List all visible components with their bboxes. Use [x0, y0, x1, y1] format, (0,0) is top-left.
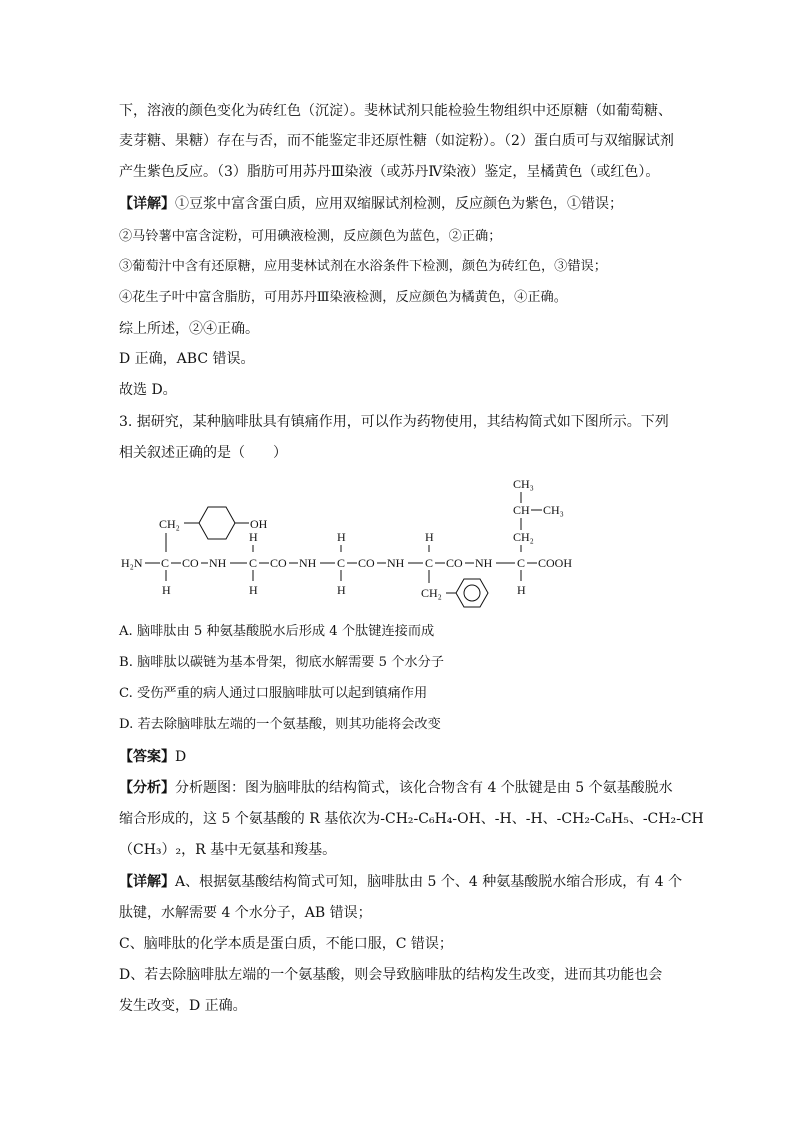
cooh-label: COOH [538, 556, 573, 570]
r5-ch-label: CH [513, 503, 530, 517]
answer-tag: 【答案】 [119, 749, 175, 765]
nh-3: NH [387, 556, 405, 570]
nh-4: NH [475, 556, 493, 570]
detail2-line-5: 发生改变，D 正确。 [119, 998, 247, 1014]
answer-value: D [175, 749, 187, 765]
question-stem-1: 3. 据研究，某种脑啡肽具有镇痛作用，可以作为药物使用，其结构简式如下图所示。下列 [119, 414, 669, 430]
r5-ch3-right: CH₃ [543, 503, 564, 517]
c-alpha-2: C [249, 556, 258, 570]
h-bottom-1: H [162, 583, 171, 597]
intro-line-1: 下，溶液的颜色变化为砖红色（沉淀）。斐林试剂只能检验生物组织中还原糖（如葡萄糖、 [119, 103, 672, 119]
detail-tag: 【详解】 [119, 196, 175, 212]
detail2-line-2: 肽键，水解需要 4 个水分子，AB 错误； [119, 905, 372, 921]
r5-ch2-label: CH₂ [513, 530, 534, 544]
option-b: B. 脑啡肽以碳链为基本骨架，彻底水解需要 5 个水分子 [119, 655, 444, 670]
analysis-text-1: 分析题图：图为脑啡肽的结构简式，该化合物含有 4 个肽键是由 5 个氨基酸脱水 [175, 780, 673, 796]
h-bottom-5: H [517, 583, 526, 597]
detail-item-3: ③葡萄汁中含有还原糖，应用斐林试剂在水浴条件下检测，颜色为砖红色，③错误； [119, 259, 607, 274]
conclusion-line: D 正确，ABC 错误。 [119, 351, 255, 367]
option-c: C. 受伤严重的病人通过口服脑啡肽可以起到镇痛作用 [119, 686, 428, 701]
c-alpha-1: C [161, 556, 170, 570]
question-stem-2: 相关叙述正确的是（ ） [119, 445, 287, 461]
co-4: CO [446, 556, 463, 570]
intro-line-2: 麦芽糖、果糖）存在与否，而不能鉴定非还原性糖（如淀粉）。（2）蛋白质可与双缩脲试剂 [119, 133, 674, 149]
h-top-2: H [249, 530, 258, 544]
option-a: A. 脑啡肽由 5 种氨基酸脱水后形成 4 个肽键连接而成 [119, 624, 435, 639]
detail-paragraph-1 [119, 194, 679, 214]
detail2-line-1 [119, 872, 683, 892]
option-d: D. 若去除脑啡肽左端的一个氨基酸，则其功能将会改变 [119, 717, 441, 732]
summary-line: 综上所述，②④正确。 [119, 321, 259, 337]
benzene-ring-1 [199, 507, 235, 539]
analysis-tag: 【分析】 [119, 780, 175, 796]
answer-line [119, 747, 679, 767]
c-alpha-3: C [337, 556, 346, 570]
h-top-3: H [337, 530, 346, 544]
h-bottom-3: H [337, 583, 346, 597]
aromatic-circle [464, 585, 480, 601]
co-3: CO [358, 556, 375, 570]
co-1: CO [182, 556, 199, 570]
co-2: CO [270, 556, 287, 570]
nh-1: NH [209, 556, 227, 570]
benzene-ring-2 [456, 579, 488, 607]
choice-line: 故选 D。 [119, 382, 177, 398]
c-alpha-4: C [425, 556, 434, 570]
analysis-line-2: 缩合形成的，这 5 个氨基酸的 R 基依次为-CH₂-C₆H₄-OH、-H、-H、-CH₂-C₆H₅、-CH₂-CH [119, 811, 704, 827]
c-alpha-5: C [517, 556, 526, 570]
detail-item-2: ②马铃薯中富含淀粉，可用碘液检测，反应颜色为蓝色，②正确； [119, 229, 502, 244]
detail2-tag: 【详解】 [119, 874, 175, 890]
r1-ch2-label: CH₂ [159, 517, 180, 531]
r5-ch3-top: CH₃ [513, 477, 534, 491]
h2n-label: H₂N [121, 556, 143, 570]
nh-2: NH [299, 556, 317, 570]
detail2-line-3: C、脑啡肽的化学本质是蛋白质，不能口服，C 错误； [119, 936, 453, 952]
enkephalin-structure-diagram [115, 470, 595, 610]
h-top-4: H [425, 530, 434, 544]
intro-line-3: 产生紫色反应。（3）脂肪可用苏丹Ⅲ染液（或苏丹Ⅳ染液）鉴定，呈橘黄色（或红色）。 [119, 164, 660, 180]
h-bottom-2: H [249, 583, 258, 597]
oh-label: OH [250, 517, 268, 531]
detail2-line-4: D、若去除脑啡肽左端的一个氨基酸，则会导致脑啡肽的结构发生改变，进而其功能也会 [119, 967, 663, 983]
detail-item-1: ①豆浆中富含蛋白质，应用双缩脲试剂检测，反应颜色为紫色，①错误； [175, 196, 623, 212]
analysis-line-1 [119, 778, 679, 798]
detail-item-4: ④花生子叶中富含脂肪，可用苏丹Ⅲ染液检测，反应颜色为橘黄色，④正确。 [119, 290, 567, 305]
detail2-text-1: A、根据氨基酸结构简式可知，脑啡肽由 5 个、4 种氨基酸脱水缩合形成，有 4 个 [175, 874, 683, 890]
analysis-line-3: （CH₃）₂，R 基中无氨基和羧基。 [119, 842, 337, 858]
r4-ch2-label: CH₂ [421, 586, 442, 600]
